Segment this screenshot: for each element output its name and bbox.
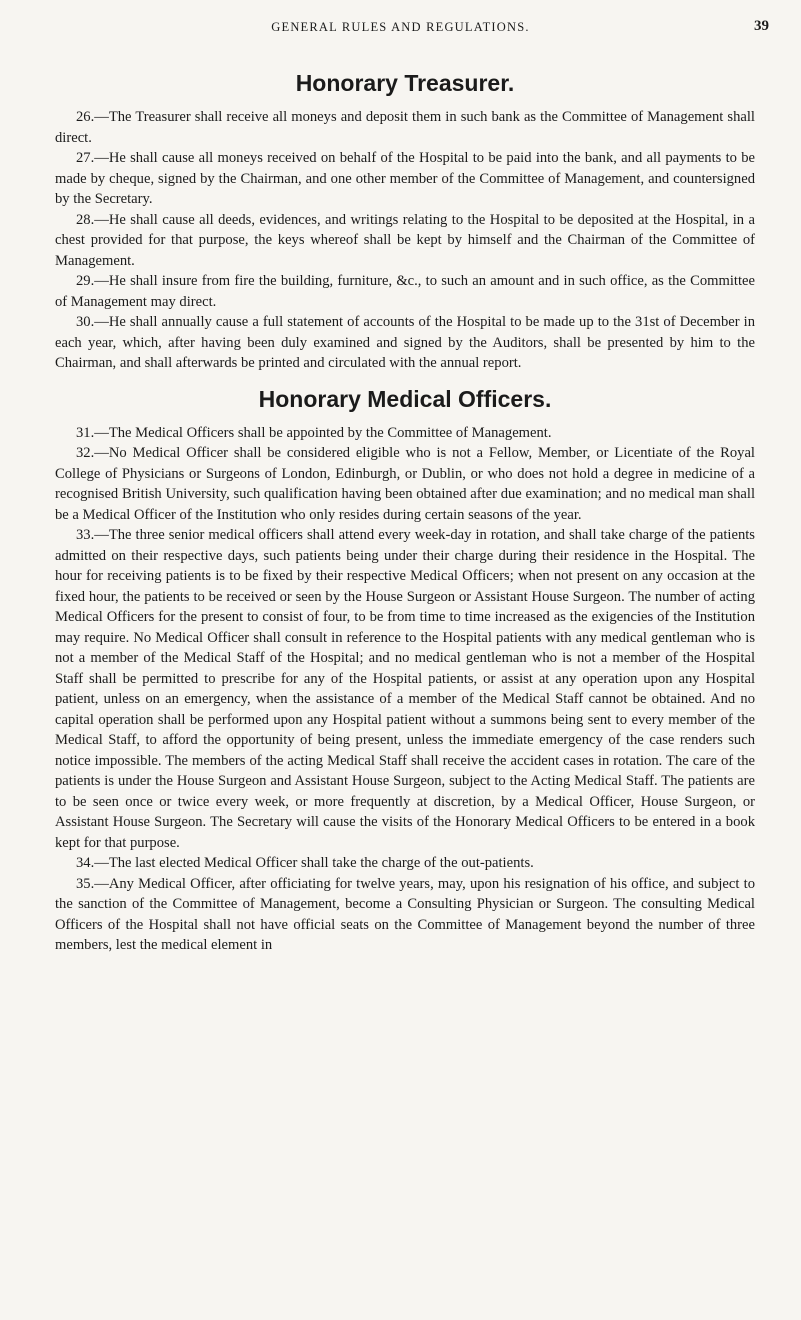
section-honorary-medical-officers	[55, 386, 755, 956]
section-heading: Honorary Treasurer.	[295, 70, 515, 96]
rule-34: 34.—The last elected Medical Officer shall take the charge of the out-patients.	[76, 855, 534, 871]
rule-27: 27.—He shall cause all moneys received on behalf of the Hospital to be paid into the bank, and all payments to be made by cheque, signed by the Chairman, and one other member of the Committee of Management, and countersigned by the Secretary.	[55, 150, 755, 207]
rule-33: 33.—The three senior medical officers shall attend every week-day in rotation, and shall take charge of the patients admitted on their respective days, such patients being under their charge during their residence in the Hospital. The hour for receiving patients is to be fixed by their respective Medical Officers; when not present on any occasion at the fixed hour, the patients to be received or seen by the House Surgeon or Assistant House Surgeon. The number of acting Medical Officers for the present to consist of four, to be from time to time increased as the exigencies of the Institution may require. No Medical Officer shall consult in reference to the Hospital patients with any medical gentleman who is not a member of the Medical Staff of the Hospital; and no medical gentleman who is not a member of the Hospital Staff shall be permitted to prescribe for any of the Hospital patients, or assist at any operation upon any Hospital patient, unless on an emergency, when the assistance of a member of the Medical Staff cannot be obtained. And no capital operation shall be performed upon any Hospital patient without a summons being sent to every member of the Medical Staff, to afford the opportunity of being present, unless the immediate emergency of the case renders such notice impossible. The members of the acting Medical Staff shall receive the accident cases in rotation. The care of the patients is under the House Surgeon and Assistant House Surgeon, subject to the Acting Medical Staff. The patients are to be seen once or twice every week, or more frequently at discretion, by a Medical Officer, House Surgeon, or Assistant House Surgeon. The Secretary will cause the visits of the Honorary Medical Officers to be entered in a book kept for that purpose.	[55, 527, 755, 851]
section-honorary-treasurer	[55, 70, 755, 374]
rule-29: 29.—He shall insure from fire the building, furniture, &c., to such an amount and in such office, as the Committee of Management may direct.	[55, 273, 755, 310]
rule-32: 32.—No Medical Officer shall be considered eligible who is not a Fellow, Member, or Licentiate of the Royal College of Physicians or Surgeons of London, Edinburgh, or Dublin, or who does not hold a degree in medicine of a recognised British University, such qualification having been obtained after due examination; and no medical man shall be a Medical Officer of the Institution who only resides during certain seasons of the year.	[55, 445, 755, 523]
rule-35: 35.—Any Medical Officer, after officiating for twelve years, may, upon his resignation of his office, and subject to the sanction of the Committee of Management, become a Consulting Physician or Surgeon. The consulting Medical Officers of the Hospital shall not have official seats on the Committee of Management beyond the number of three members, lest the medical element in	[55, 875, 755, 953]
rule-30: 30.—He shall annually cause a full statement of accounts of the Hospital to be made up to the 31st of December in each year, which, after having been duly examined and signed by the Auditors, shall be presented by him to the Chairman, and shall afterwards be printed and circulated with the annual report.	[55, 314, 755, 371]
rule-28: 28.—He shall cause all deeds, evidences, and writings relating to the Hospital to be deposited at the Hospital, in a chest provided for that purpose, the keys whereof shall be kept by himself and the Chairman of the Committee of Management.	[55, 211, 755, 269]
running-header: GENERAL RULES AND REGULATIONS.	[271, 20, 530, 34]
rule-26: 26.—The Treasurer shall receive all moneys and deposit them in such bank as the Committee of Management shall direct.	[55, 109, 755, 146]
page-body	[55, 70, 755, 956]
page-number: 39	[754, 18, 769, 34]
section-heading: Honorary Medical Officers.	[258, 385, 552, 412]
rule-31: 31.—The Medical Officers shall be appointed by the Committee of Management.	[76, 424, 552, 441]
